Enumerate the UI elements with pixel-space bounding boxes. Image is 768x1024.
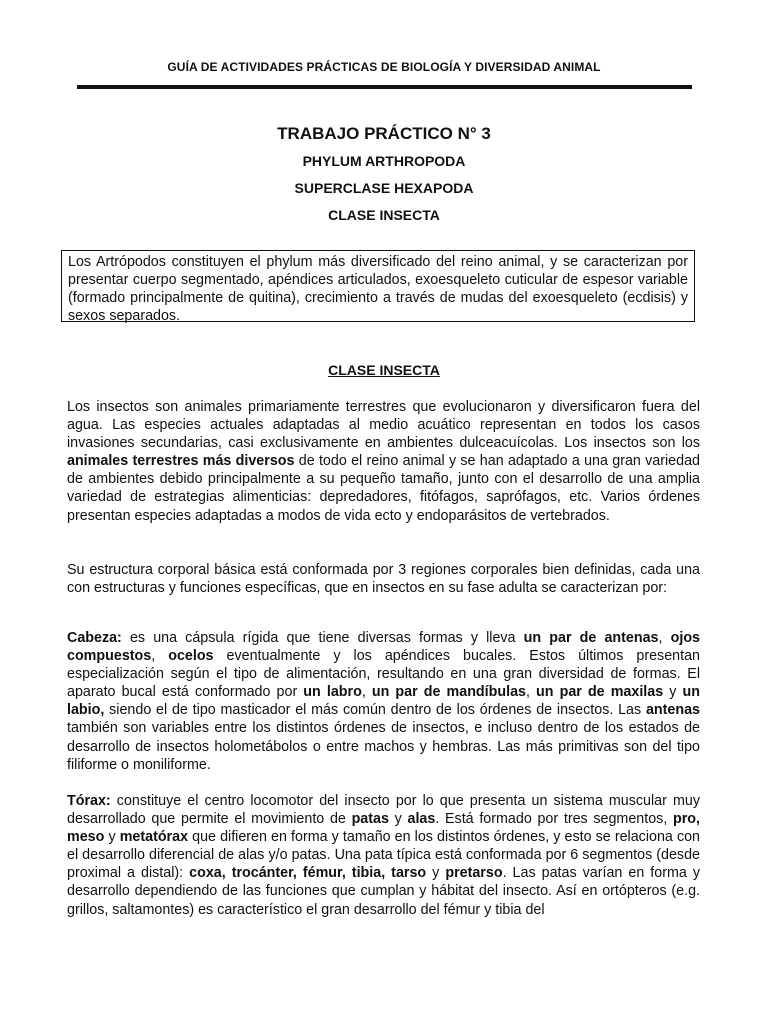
bold-run: ojos compuestos <box>67 630 700 665</box>
text-run: . Las patas varían en forma y desarrollo dependiendo de las funciones que cumplan y hábitat del insecto. Así en ortópteros (e.g. grillos, saltamontes) es característico el gran desarrollo del fémur y tibia del <box>67 865 700 918</box>
bold-run: patas <box>351 811 389 828</box>
text-run: y <box>426 865 446 882</box>
bold-run: ocelos <box>168 648 214 665</box>
text-run: , <box>151 648 169 665</box>
bold-run: pro, meso <box>67 811 701 846</box>
bold-run: un par de maxilas <box>536 684 664 701</box>
paragraph-torax <box>67 792 700 919</box>
class-title: CLASE INSECTA <box>328 207 440 223</box>
header-rule <box>77 85 692 89</box>
paragraph-cabeza <box>67 629 700 774</box>
text-run: es una cápsula rígida que tiene diversas formas y lleva <box>121 630 524 646</box>
intro-box <box>61 250 695 322</box>
paragraph-insects-intro <box>67 398 700 525</box>
text-run: que difieren en forma y tamaño en los distintos órdenes, y esto se relaciona con el desarrollo diferencial de alas y/o patas. Una pata típica está conformada por 6 segmentos (desde proximal a distal): <box>67 829 700 882</box>
practical-title: TRABAJO PRÁCTICO N° 3 <box>277 124 491 143</box>
text-run: también son variables entre los distintos órdenes de insectos, e incluso dentro de los estados de desarrollo de insectos holometábolos o entre machos y hembras. Las más primitivas son del tipo filiforme o moniliforme. <box>67 720 700 773</box>
bold-run: antenas <box>645 702 700 719</box>
text-run: , <box>525 684 537 701</box>
text-run: , <box>361 684 372 701</box>
bold-run: metatórax <box>119 829 189 846</box>
text-run: eventualmente y los apéndices bucales. Estos últimos presentan especialización según el tipo de alimentación, resultando en una gran diversidad de formas. El aparato bucal está conformado por <box>67 648 700 701</box>
text-run: y <box>104 829 120 846</box>
term-label: Tórax: <box>67 793 111 809</box>
text-run: y <box>663 684 683 701</box>
bold-run: coxa, trocánter, fémur, tibia, tarso <box>189 865 427 882</box>
bold-run: un labro <box>303 684 362 701</box>
text-run: , <box>658 630 671 646</box>
term-label: Cabeza: <box>67 630 122 646</box>
bold-run: animales terrestres más diversos <box>67 453 295 470</box>
bold-run: un par de mandíbulas <box>371 684 526 701</box>
bold-run: pretarso <box>445 865 503 882</box>
bold-run: un par de antenas <box>523 630 659 646</box>
section-heading: CLASE INSECTA <box>328 362 440 378</box>
paragraph-body-structure: Su estructura corporal básica está conformada por 3 regiones corporales bien definidas, cada una con estructuras y funciones específicas, que en insectos en su fase adulta se caracterizan por: <box>67 562 700 597</box>
running-header: GUÍA DE ACTIVIDADES PRÁCTICAS DE BIOLOGÍA Y DIVERSIDAD ANIMAL <box>167 60 601 74</box>
bold-run: un labio, <box>67 684 700 719</box>
superclass-title: SUPERCLASE HEXAPODA <box>294 180 474 196</box>
text-run: Los insectos son animales primariamente terrestres que evolucionaron y diversificaron fuera del agua. Las especies actuales adaptadas al medio acuático representan en todos los casos invasiones secundarias, casi exclusivamente en ambientes dulceacuícolas. Los insectos son los <box>67 399 700 452</box>
phylum-title: PHYLUM ARTHROPODA <box>302 153 466 169</box>
text-run: constituye el centro locomotor del insecto por lo que presenta un sistema muscular muy desarrollado que permite el movimiento de <box>67 793 700 828</box>
text-run: . Está formado por tres segmentos, <box>435 811 673 828</box>
bold-run: alas <box>407 811 436 828</box>
text-run: y <box>388 811 408 828</box>
text-run: siendo el de tipo masticador el más común dentro de los órdenes de insectos. Las <box>104 702 646 719</box>
intro-text: Los Artrópodos constituyen el phylum más diversificado del reino animal, y se caracterizan por presentar cuerpo segmentado, apéndices articulados, exoesqueleto cuticular de espesor variable (formado principalmente de quitina), crecimiento a través de mudas del exoesqueleto (ecdisis) y sexos separados. <box>68 254 688 324</box>
text-run: de todo el reino animal y se han adaptado a una gran variedad de ambientes debido principalmente a su pequeño tamaño, junto con el desarrollo de una amplia variedad de estrategias alimenticias: depredadores, fitófagos, saprófagos, etc. Varios órdenes presentan especies adaptadas a modos de vida ecto y endoparásitos de vertebrados. <box>67 453 700 524</box>
